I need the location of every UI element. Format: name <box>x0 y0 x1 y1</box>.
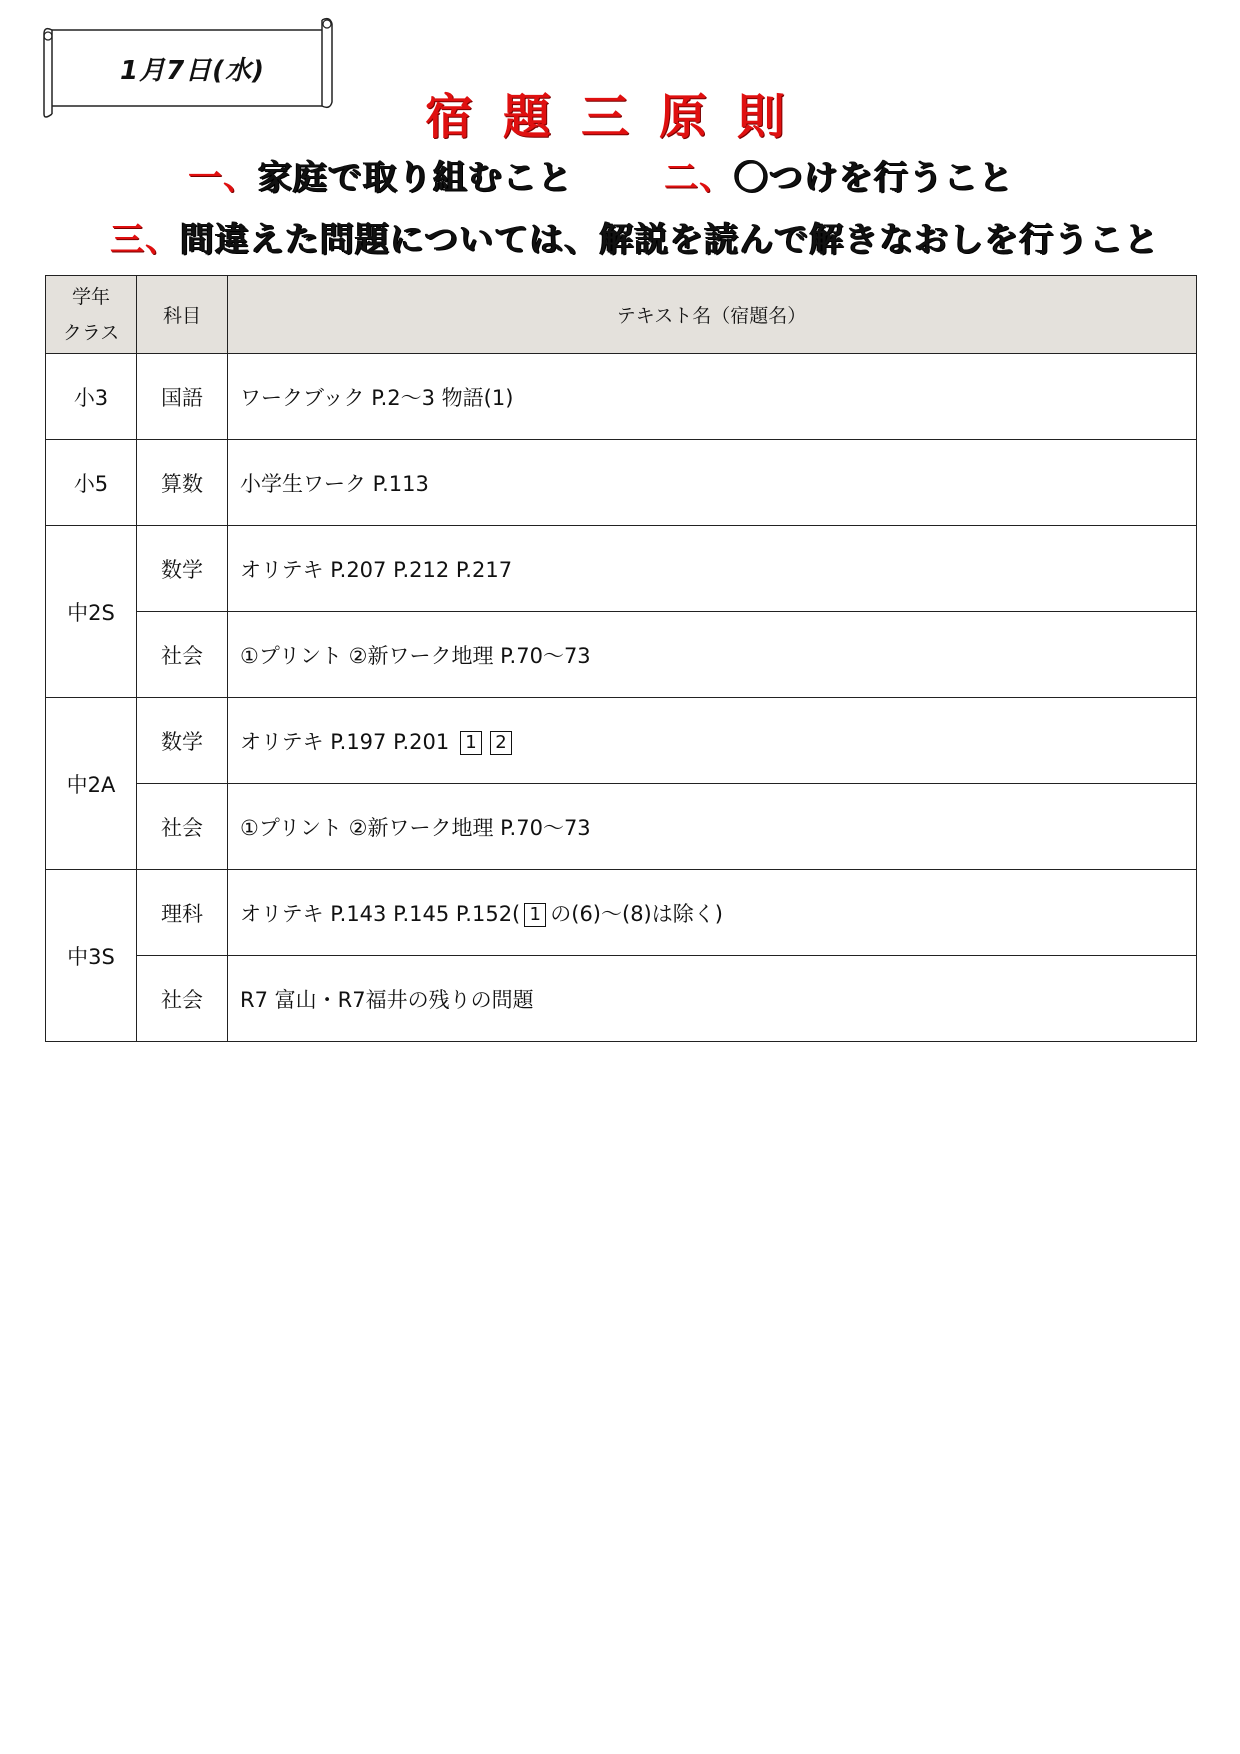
rule-3 <box>110 212 1159 261</box>
table-row <box>46 526 1197 612</box>
subject-cell: 社会 <box>137 612 228 698</box>
text-cell-main: オリテキ P.197 P.201 <box>240 729 450 754</box>
table-header-row <box>46 276 1197 354</box>
text-cell <box>228 698 1197 784</box>
rule-2-number: 二、 <box>664 158 734 198</box>
table-row <box>46 440 1197 526</box>
subject-cell: 理科 <box>137 870 228 956</box>
table-row <box>46 698 1197 784</box>
rule-3-text: 間違えた問題については、解説を読んで解きなおしを行うこと <box>180 220 1160 260</box>
text-cell <box>228 870 1197 956</box>
header-subject: 科目 <box>137 276 228 354</box>
rule-1-text: 家庭で取り組むこと <box>258 158 573 198</box>
boxed-number: 1 <box>524 903 546 927</box>
table-row <box>46 354 1197 440</box>
text-cell: オリテキ P.207 P.212 P.217 <box>228 526 1197 612</box>
subject-cell: 数学 <box>137 526 228 612</box>
text-cell: 小学生ワーク P.113 <box>228 440 1197 526</box>
grade-cell: 中2S <box>46 526 137 698</box>
boxed-number: 2 <box>490 731 512 755</box>
grade-cell: 小5 <box>46 440 137 526</box>
subject-cell: 社会 <box>137 784 228 870</box>
page-title: 宿題三原則 <box>424 89 815 145</box>
text-cell: ①プリント ②新ワーク地理 P.70～73 <box>228 612 1197 698</box>
table-row <box>46 870 1197 956</box>
header-grade: 学年 <box>71 285 110 308</box>
text-cell: ワークブック P.2～3 物語(1) <box>228 354 1197 440</box>
header-grade-class <box>46 276 137 354</box>
text-cell: ①プリント ②新ワーク地理 P.70～73 <box>228 784 1197 870</box>
subject-cell: 算数 <box>137 440 228 526</box>
homework-table <box>45 275 1197 1042</box>
date-label: 1月7日(水) <box>120 56 265 86</box>
subject-cell: 社会 <box>137 956 228 1042</box>
rule-2-text: 〇つけを行うこと <box>734 158 1014 198</box>
rule-3-number: 三、 <box>110 220 180 260</box>
table-row <box>46 784 1197 870</box>
rule-1-number: 一、 <box>188 158 258 198</box>
header-class: クラス <box>62 321 120 344</box>
grade-cell: 中3S <box>46 870 137 1042</box>
rule-2 <box>664 150 1014 199</box>
text-cell-suffix: の(6)～(8)は除く) <box>550 901 723 926</box>
text-cell-main: オリテキ P.143 P.145 P.152( <box>240 901 521 926</box>
grade-cell: 中2A <box>46 698 137 870</box>
grade-cell: 小3 <box>46 354 137 440</box>
table-row <box>46 612 1197 698</box>
rule-1 <box>188 150 573 199</box>
subject-cell: 数学 <box>137 698 228 784</box>
boxed-number: 1 <box>460 731 482 755</box>
subject-cell: 国語 <box>137 354 228 440</box>
header-text-name: テキスト名（宿題名） <box>228 276 1197 354</box>
text-cell: R7 富山・R7福井の残りの問題 <box>228 956 1197 1042</box>
table-row <box>46 956 1197 1042</box>
